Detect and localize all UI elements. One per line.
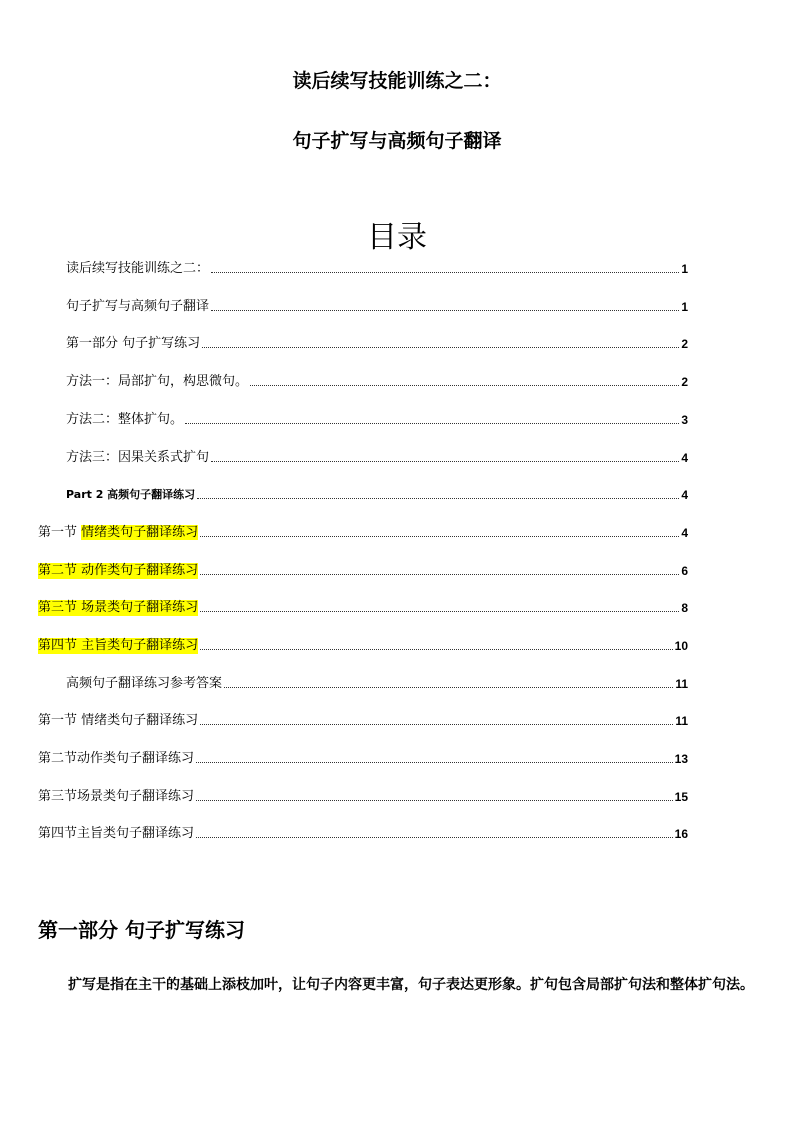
- toc-entry[interactable]: [66, 483, 688, 503]
- document-title-line-1: 读后续写技能训练之二：: [292, 70, 502, 92]
- toc-entry-text: 方法二：整体扩句。: [66, 412, 184, 427]
- toc-entry[interactable]: [38, 747, 688, 767]
- toc-entry-text: 第一节 情绪类句子翻译练习: [38, 713, 199, 728]
- toc-entry-text: 高频句子翻译练习参考答案: [66, 676, 223, 691]
- toc-entry-text: 方法一：局部扩句，构思微句。: [66, 374, 249, 389]
- toc-entry[interactable]: [66, 408, 688, 428]
- toc-entry[interactable]: [66, 446, 688, 466]
- toc-entry[interactable]: [66, 370, 688, 390]
- toc-entry-text: 读后续写技能训练之二：: [66, 261, 210, 276]
- toc-leader-dots: [200, 574, 679, 575]
- toc-leader-dots: [224, 687, 673, 688]
- toc-leader-dots: [202, 347, 679, 348]
- toc-page-number: 2: [681, 337, 688, 351]
- toc-leader-dots: [200, 649, 673, 650]
- toc-leader-dots: [211, 272, 679, 273]
- toc-entry[interactable]: [66, 257, 688, 277]
- toc-entry[interactable]: [38, 521, 688, 541]
- toc-entry-text: 方法三：因果关系式扩句: [66, 450, 210, 465]
- toc-entry-text: 第二节动作类句子翻译练习: [38, 751, 195, 766]
- toc-leader-dots: [185, 423, 679, 424]
- toc-leader-dots: [196, 837, 673, 838]
- toc-entry-text: 句子扩写与高频句子翻译: [66, 299, 210, 314]
- toc-page-number: 8: [681, 601, 688, 615]
- toc-page-number: 16: [674, 827, 688, 841]
- toc-entry[interactable]: [38, 596, 688, 616]
- toc-page-number: 10: [674, 639, 688, 653]
- toc-entry-text-highlighted: 情绪类句子翻译练习: [81, 525, 199, 540]
- toc-leader-dots: [211, 461, 679, 462]
- toc-entry[interactable]: [66, 672, 688, 692]
- toc-entry[interactable]: [38, 634, 688, 654]
- toc-leader-dots: [200, 536, 679, 537]
- toc-leader-dots: [200, 611, 679, 612]
- section-heading: 第一部分 句子扩写练习: [38, 918, 245, 942]
- toc-entry[interactable]: [38, 709, 688, 729]
- toc-entry-text: 第四节主旨类句子翻译练习: [38, 826, 195, 841]
- toc-entry[interactable]: [38, 559, 688, 579]
- toc-page-number: 13: [674, 752, 688, 766]
- toc-heading: 目录: [367, 220, 427, 255]
- toc-page-number: 4: [681, 451, 688, 465]
- toc-leader-dots: [200, 724, 673, 725]
- toc-page-number: 4: [681, 526, 688, 540]
- toc-entry[interactable]: [66, 332, 688, 352]
- toc-page-number: 15: [674, 790, 688, 804]
- toc-leader-dots: [196, 762, 673, 763]
- toc-entry-text: 第一部分 句子扩写练习: [66, 336, 201, 351]
- toc-entry[interactable]: [38, 785, 688, 805]
- toc-page-number: 3: [681, 413, 688, 427]
- toc-entry[interactable]: [66, 295, 688, 315]
- toc-entry-text-highlighted: 第四节 主旨类句子翻译练习: [38, 638, 199, 653]
- toc-page-number: 1: [681, 300, 688, 314]
- toc-leader-dots: [196, 800, 673, 801]
- toc-page-number: 2: [681, 375, 688, 389]
- toc-page-number: 4: [681, 488, 688, 502]
- toc-entry-text-highlighted: 第三节 场景类句子翻译练习: [38, 600, 199, 615]
- body-paragraph: 扩写是指在主干的基础上添枝加叶，让句子内容更丰富，句子表达更形象。扩句包含局部扩句法和整体扩句法。: [68, 977, 754, 993]
- toc-entry-prefix: 第一节: [38, 525, 82, 540]
- toc-page-number: 11: [675, 677, 688, 691]
- toc-leader-dots: [211, 310, 679, 311]
- toc-entry[interactable]: [38, 822, 688, 842]
- toc-page-number: 1: [681, 262, 688, 276]
- toc-leader-dots: [250, 385, 679, 386]
- toc-leader-dots: [197, 498, 679, 499]
- toc-entry-text-highlighted: 第二节 动作类句子翻译练习: [38, 563, 199, 578]
- toc-page-number: 6: [681, 564, 688, 578]
- toc-page-number: 11: [675, 714, 688, 728]
- toc-entry-text: Part 2 高频句子翻译练习: [66, 488, 196, 501]
- document-title-line-2: 句子扩写与高频句子翻译: [292, 130, 502, 152]
- toc-entry-text: 第三节场景类句子翻译练习: [38, 789, 195, 804]
